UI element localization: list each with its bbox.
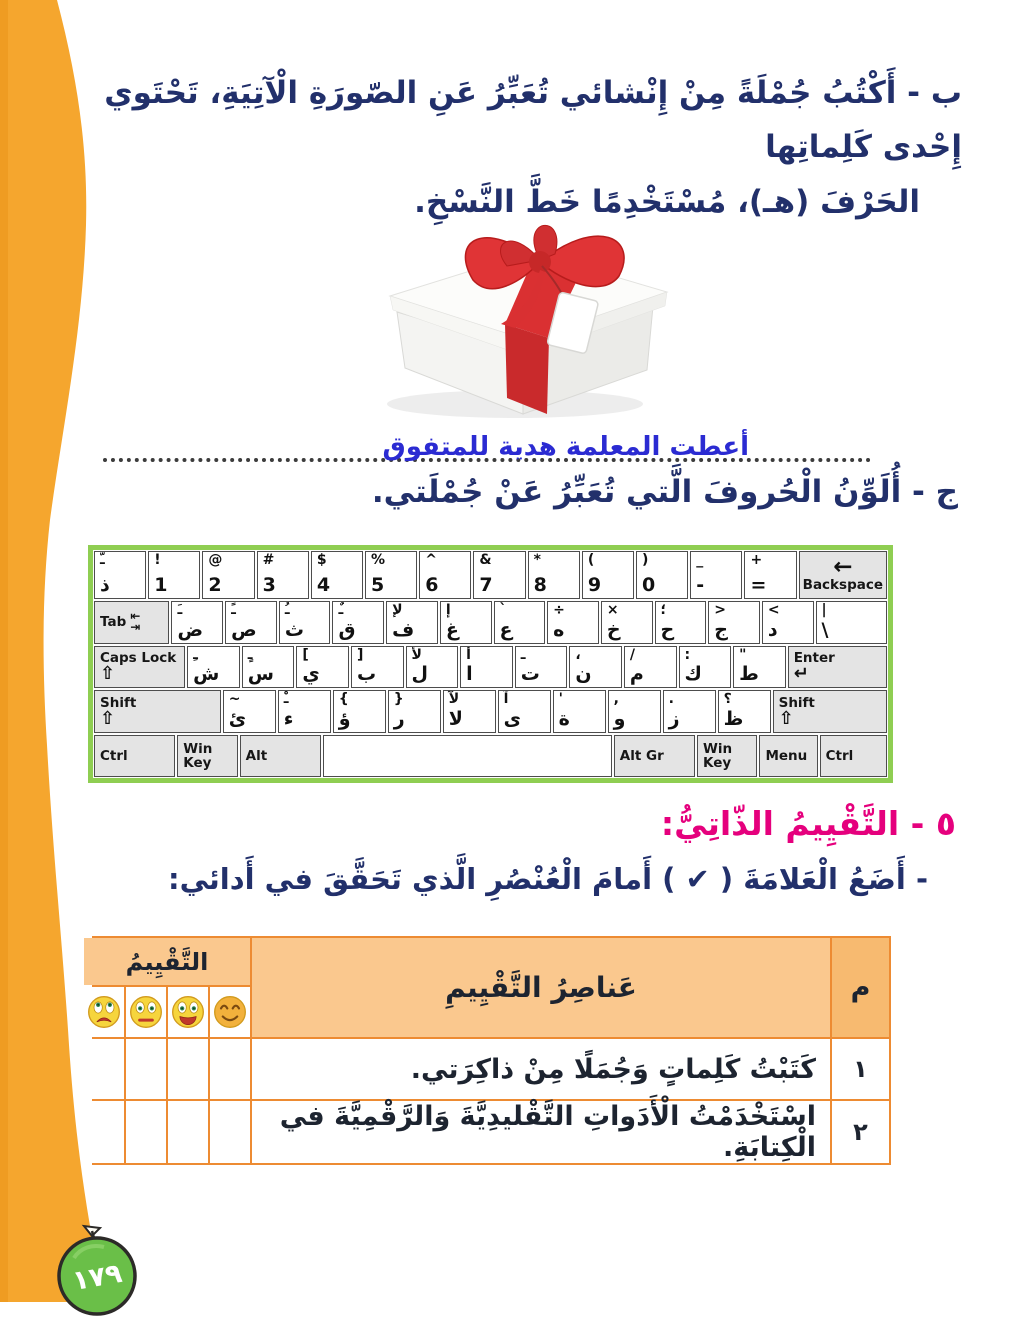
evaluation-checkbox-cell [168, 1039, 208, 1099]
key-label: Shift [778, 694, 815, 711]
key-main-label: ء [283, 707, 294, 730]
key-main-label: ط [739, 663, 759, 686]
key-shift-label: × [606, 602, 619, 619]
key-shift-label: إ [445, 602, 451, 619]
key-shift-label: # [262, 552, 275, 568]
key-main-label: 8 [533, 574, 547, 597]
key-shift-label: ` [499, 602, 507, 619]
key-لا [443, 690, 496, 732]
key-main-label: د [767, 618, 778, 641]
worried-emoji-icon [84, 987, 124, 1037]
key-main-label: 0 [642, 574, 656, 597]
column-header-num: م [832, 938, 889, 1037]
key-ض [171, 601, 223, 643]
key-ح [655, 601, 707, 643]
key-shift-label: : [684, 646, 691, 663]
key-shift-label: ـ [520, 646, 526, 663]
key-main-label: = [750, 574, 767, 597]
key-2 [202, 551, 254, 599]
key-label: Menu [765, 747, 808, 764]
key-main-label: ا [466, 663, 473, 686]
shift-arrow-icon: ⇧ [100, 707, 116, 729]
evaluation-checkbox-cell [210, 1101, 250, 1163]
key-5 [365, 551, 417, 599]
key-shift-label: لأ [411, 646, 422, 663]
key-shift-label: " [739, 646, 747, 663]
key-ث [279, 601, 331, 643]
key-main-label: ى [503, 707, 522, 730]
key-main-label: ج [714, 618, 728, 641]
key-main-label: ة [558, 707, 570, 730]
key-ق [332, 601, 384, 643]
keyboard-row [93, 600, 888, 644]
evaluation-checkbox-cell [126, 1101, 166, 1163]
key-shift-label: _ [696, 552, 704, 568]
key-main-label: ث [284, 618, 304, 641]
key-\ [816, 601, 888, 643]
tab-arrows-icon: ⇤ ⇥ [130, 609, 141, 635]
key-main-label: و [613, 707, 626, 730]
key-د [762, 601, 814, 643]
key-ؤ [333, 690, 386, 732]
key-main-label: ئ [228, 707, 247, 730]
key-ص [225, 601, 277, 643]
key-win-key [177, 735, 237, 777]
page-number-badge [48, 1224, 148, 1320]
column-header-elements: عَناصِرُ التَّقْيِيمِ [252, 938, 830, 1037]
key-shift-label: ؛ [660, 602, 667, 619]
key-8 [528, 551, 580, 599]
key-shift-label: ـٍ [247, 646, 253, 663]
key-main-label: 2 [208, 574, 222, 597]
key-غ [440, 601, 492, 643]
key-label: Alt Gr [619, 747, 664, 764]
key-shift-label: ، [575, 646, 581, 663]
key-label: Backspace [802, 576, 884, 593]
key-label: Ctrl [100, 747, 128, 764]
key-menu [759, 735, 817, 777]
key-shift-label: ـّ [100, 552, 105, 568]
gift-box-image [335, 200, 685, 424]
key-label: Win Key [703, 740, 733, 771]
section5-heading: ٥ - التَّقْيِيمُ الذّاتِيُّ: [660, 804, 956, 843]
key-main-label: ك [684, 663, 702, 686]
page-number-text: ١٧٩ [70, 1257, 125, 1298]
key-main-label: 6 [425, 574, 439, 597]
key-shift-label: ـُ [284, 602, 290, 619]
key-tab [94, 601, 169, 643]
key-label: Tab [100, 614, 127, 631]
key-label: Enter [793, 650, 835, 667]
key-shift [94, 690, 221, 732]
key-main-label: ح [660, 618, 675, 641]
key-main-label: ل [411, 663, 429, 686]
key-ئ [223, 690, 276, 732]
key-backspace [799, 551, 887, 599]
key-3 [257, 551, 309, 599]
key-shift-label: ' [558, 691, 563, 708]
key-main-label: ف [392, 618, 415, 641]
key-ه [547, 601, 599, 643]
key-main-label: ق [338, 618, 356, 641]
key-main-label: 5 [371, 574, 385, 597]
key-ي [296, 646, 349, 688]
key-ى [498, 690, 551, 732]
key-main-label: ب [356, 663, 377, 686]
exercise-b-line1: ب - أَكْتُبُ جُمْلَةً مِنْ إِنْشائي تُعَبِّرُ عَنِ الصّورَةِ الْآتِيَةِ، تَحْتَوي إِحْدى كَلِماتِها [104, 75, 962, 166]
key-shift-label: ÷ [553, 602, 565, 619]
key-main-label: خ [606, 618, 621, 641]
key-win-key [697, 735, 757, 777]
key-label: Ctrl [825, 747, 854, 764]
key-main-label: ي [302, 663, 320, 686]
key-ج [708, 601, 760, 643]
key-ر [388, 690, 441, 732]
key-label: Alt [245, 747, 268, 764]
key-4 [311, 551, 363, 599]
smiling-emoji-icon [210, 987, 250, 1037]
key-shift-label: ؟ [723, 691, 732, 708]
key-main-label: غ [445, 618, 459, 641]
row-number-cell: ٢ [832, 1101, 889, 1163]
key-main-label: \ [821, 618, 829, 641]
key-main-label: 4 [316, 574, 331, 597]
key-shift-label: . [668, 691, 674, 708]
key-shift-label: ( [587, 552, 595, 568]
evaluation-checkbox-cell [210, 1039, 250, 1099]
backspace-arrow-icon: ← [833, 554, 853, 581]
key-main-label: - [696, 574, 705, 597]
key-shift-label: ] [356, 646, 364, 663]
key-shift-label: ) [642, 552, 649, 568]
key-main-label: س [247, 663, 274, 686]
key-shift-label: ـً [231, 602, 236, 619]
key-main-label: ن [575, 663, 592, 686]
key-label: Win Key [183, 740, 213, 771]
key-shift-label: ـِ [193, 646, 198, 663]
key-shift-label: أ [466, 646, 471, 663]
key-9 [582, 551, 634, 599]
key-ظ [718, 690, 771, 732]
key-main-label: ز [668, 707, 680, 730]
shift-arrow-icon: ⇧ [778, 707, 794, 729]
key-main-label: 7 [479, 574, 493, 597]
key-main-label: 3 [262, 574, 276, 597]
key-shift-label: > [714, 602, 726, 619]
key-shift-label: * [533, 552, 541, 568]
key-ctrl [94, 735, 175, 777]
key-shift [773, 690, 887, 732]
key-م [624, 646, 677, 688]
shift-arrow-icon: ⇧ [100, 663, 116, 685]
key-1 [148, 551, 200, 599]
key-shift-label: & [479, 552, 492, 568]
evaluation-checkbox-cell [126, 1039, 166, 1099]
key-shift-label: $ [316, 552, 327, 568]
key-shift-label: ^ [425, 552, 437, 568]
key-ل [406, 646, 459, 688]
key-ت [515, 646, 568, 688]
key-ن [569, 646, 622, 688]
key-- [690, 551, 742, 599]
key-shift-label: , [613, 691, 619, 708]
key-shift-label: } [393, 691, 404, 708]
keyboard-row [93, 734, 888, 778]
key-main-label: م [629, 663, 644, 686]
evaluation-checkbox-cell [84, 1101, 124, 1163]
self-evaluation-table [92, 936, 891, 1165]
key-main-label: ض [177, 618, 204, 641]
key-ctrl [820, 735, 887, 777]
key-main-label: 1 [154, 574, 168, 597]
key-ة [553, 690, 606, 732]
key-shift-label: @ [208, 552, 223, 568]
key-main-label: ر [393, 707, 405, 730]
key-main-label: ت [520, 663, 540, 686]
section5-instruction: - أَضَعُ الْعَلامَةَ ( ✔ ) أَمامَ الْعُنْصُرِ الَّذي تَحَقَّقَ في أَدائي: [167, 862, 928, 896]
key-main-label: ع [499, 618, 513, 641]
key-ع [494, 601, 546, 643]
key-shift-label: ـَ [177, 602, 183, 619]
key-main-label: ذ [100, 574, 110, 597]
exercise-b-line2: الحَرْفَ (هـ)، مُسْتَخْدِمًا خَطَّ النَّسْخِ. [414, 183, 920, 220]
laughing-emoji-icon [168, 987, 208, 1037]
key-shift-label: < [767, 602, 780, 619]
exercise-j-text: ج - أُلَوِّنُ الْحُروفَ الَّتي تُعَبِّرُ عَنْ جُمْلَتي. [371, 474, 958, 510]
key-ذ [94, 551, 146, 599]
key-shift-label: / [629, 646, 636, 663]
enter-arrow-icon: ↵ [793, 663, 809, 685]
spacebar-key [323, 735, 612, 777]
key-shift-label: + [750, 552, 763, 568]
key-main-label: ه [553, 618, 565, 641]
key-ا [460, 646, 513, 688]
answer-dotted-line [103, 424, 871, 462]
keyboard-row [93, 645, 888, 689]
key-shift-label: { [338, 691, 349, 708]
key-ش [187, 646, 240, 688]
key-main-label: ص [231, 618, 257, 641]
row-criterion-cell: كَتَبْتُ كَلِماتٍ وَجُمَلًا مِنْ ذاكِرَتي. [252, 1039, 830, 1099]
key-و [608, 690, 661, 732]
key-main-label: ش [193, 663, 220, 686]
key-7 [473, 551, 525, 599]
keyboard-row [93, 689, 888, 733]
key-shift-label: % [371, 552, 386, 568]
key-ز [663, 690, 716, 732]
key-caps-lock [94, 646, 185, 688]
row-criterion-cell: اسْتَخْدَمْتُ الْأَدَواتِ التَّقْليدِيَّةَ وَالرَّقْمِيَّةَ في الْكِتابَةِ. [252, 1101, 830, 1163]
key-shift-label: ـْ [283, 691, 289, 708]
key-س [242, 646, 295, 688]
key-main-label: 9 [587, 574, 602, 597]
key-shift-label: [ [302, 646, 309, 663]
key-alt-gr [614, 735, 695, 777]
key-ك [679, 646, 732, 688]
key-shift-label: لآ [448, 691, 460, 708]
key-label: Shift [100, 694, 137, 711]
row-number-cell: ١ [832, 1039, 889, 1099]
neutral-emoji-icon [126, 987, 166, 1037]
key-shift-label: | [821, 602, 827, 619]
arabic-keyboard [88, 545, 893, 783]
key-shift-label: لإ [392, 602, 403, 619]
evaluation-checkbox-cell [84, 1039, 124, 1099]
key-0 [636, 551, 688, 599]
student-answer-text: أعطت المعلمة هدية للمتفوق [382, 432, 749, 462]
key-enter [788, 646, 887, 688]
key-alt [240, 735, 321, 777]
key-ب [351, 646, 404, 688]
evaluation-checkbox-cell [168, 1101, 208, 1163]
column-header-evaluation: التَّقْيِيمُ [84, 938, 250, 985]
key-shift-label: ـٌ [338, 602, 344, 619]
keyboard-row [93, 550, 888, 600]
key-= [744, 551, 796, 599]
key-label: Caps Lock [100, 650, 177, 667]
key-خ [601, 601, 653, 643]
key-shift-label: ~ [228, 691, 241, 708]
key-ف [386, 601, 438, 643]
key-ء [278, 690, 331, 732]
key-main-label: ؤ [338, 707, 351, 730]
key-main-label: ظ [723, 707, 744, 730]
key-shift-label: آ [503, 691, 509, 708]
key-ط [733, 646, 786, 688]
key-main-label: لا [448, 707, 463, 730]
key-6 [419, 551, 471, 599]
key-shift-label: ! [154, 552, 161, 568]
